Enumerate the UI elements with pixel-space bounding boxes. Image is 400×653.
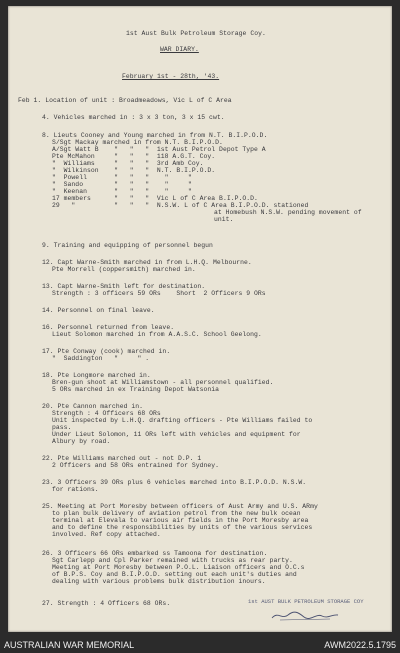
diary-line: pass.	[52, 424, 72, 431]
diary-line: 13. Capt Warne-Smith left for destination.	[42, 283, 206, 290]
diary-line: Pte Morrell (coppersmith) marched in.	[52, 266, 196, 273]
diary-line: 9. Training and equipping of personnel begun	[42, 242, 213, 249]
diary-line: A/Sgt Watt B " " " 1st Aust Petrol Depot Type A	[52, 146, 266, 153]
diary-line: Sgt Carlepp and Cpl Parker remained with trucks as rear party.	[52, 557, 293, 564]
diary-line: " Saddington " " .	[52, 355, 150, 362]
diary-line: 27. Strength : 4 Officers 68 ORs.	[42, 600, 171, 607]
signature-mark	[270, 609, 340, 621]
diary-line: S/Sgt Mackay marched in from N.T. B.I.P.O.D.	[52, 139, 223, 146]
diary-line: Meeting at Port Moresby between P.O.L. Liaison officers and O.C.s	[52, 564, 305, 571]
diary-line: to plan bulk delivery of aviation petrol from the new bulk ocean	[52, 510, 301, 517]
diary-line: unit.	[214, 216, 234, 223]
diary-line: of B.P.S. Coy and B.I.P.O.D. setting out each unit's duties and	[52, 571, 297, 578]
diary-line: dealing with various problems bulk distribution inours.	[52, 578, 266, 585]
document-subtitle: WAR DIARY.	[160, 46, 199, 53]
diary-line: 17 members " " " Vic L of C Area B.I.P.O.D.	[52, 195, 258, 202]
archive-footer	[0, 636, 400, 653]
diary-line: Strength : 4 Officers 68 ORs	[52, 410, 161, 417]
diary-line: " Powell " " " " "	[52, 174, 192, 181]
document-period: February 1st - 28th, '43.	[122, 73, 220, 80]
diary-line: Strength : 3 officers 59 ORs Short 2 Officers 9 ORs	[52, 290, 266, 297]
diary-line: 26. 3 Officers 66 ORs embarked ss Tamoona for destination.	[42, 550, 268, 557]
diary-line: 12. Capt Warne-Smith marched in from L.H.Q. Melbourne.	[42, 259, 252, 266]
archive-reference: AWM2022.5.1795	[324, 640, 396, 650]
diary-line: terminal at Elevala to various air fields in the Port Moresby area	[52, 517, 309, 524]
diary-line: 8. Lieuts Cooney and Young marched in from N.T. B.I.P.O.D.	[42, 132, 268, 139]
diary-line: at Homebush N.S.W. pending movement of	[214, 209, 362, 216]
diary-line: " Sando " " " " "	[52, 181, 192, 188]
diary-line: and to define the responsibilities by units of the various services	[52, 524, 313, 531]
diary-line: " Wilkinson " " " N.T. B.I.P.O.D.	[52, 167, 216, 174]
diary-line: 23. 3 Officers 39 ORs plus 6 vehicles marched into B.I.P.O.D. N.S.W.	[42, 479, 307, 486]
diary-line: Feb 1. Location of unit : Broadmeadows, Vic L of C Area	[18, 97, 232, 104]
diary-line: 18. Pte Longmore marched in.	[42, 372, 151, 379]
diary-line: " Keenan " " " " "	[52, 188, 192, 195]
diary-line: 20. Pte Cannon marched in.	[42, 403, 144, 410]
archive-name: AUSTRALIAN WAR MEMORIAL	[4, 640, 135, 650]
diary-line: 25. Meeting at Port Moresby between officers of Aust Army and U.S. ARmy	[42, 503, 318, 510]
diary-line: Unit inspected by L.H.Q. drafting officers - Pte Williams failed to	[52, 417, 313, 424]
diary-line: Lieut Solomon marched in from A.A.S.C. School Geelong.	[52, 331, 262, 338]
diary-line: 14. Personnel on final leave.	[42, 307, 155, 314]
diary-line: 22. Pte Williams marched out - not D.P. 1	[42, 455, 202, 462]
diary-line: Albury by road.	[52, 438, 111, 445]
diary-line: for rations.	[52, 486, 99, 493]
diary-line: 5 ORs marched in ex Training Depot Watsonia	[52, 386, 220, 393]
diary-line: " Williams " " " 3rd Amb Coy.	[52, 160, 204, 167]
diary-line: Bren-gun shoot at Williamstown - all personnel qualified.	[52, 379, 274, 386]
diary-line: 2 Officers and 58 ORs entrained for Sydney.	[52, 462, 220, 469]
diary-line: Under Lieut Solomon, 11 ORs left with vehicles and equipment for	[52, 431, 301, 438]
diary-line: 29 " " " " N.S.W. L of C Area B.I.P.O.D. stationed	[52, 202, 309, 209]
diary-line: Pte McMahon " " " 118 A.G.T. Coy.	[52, 153, 216, 160]
diary-line: 4. Vehicles marched in : 3 x 3 ton, 3 x 15 cwt.	[42, 114, 225, 121]
unit-stamp: 1st AUST BULK PETROLEUM STORAGE COY	[248, 598, 364, 605]
document-page	[8, 6, 392, 632]
diary-line: 17. Pte Conway (cook) marched in.	[42, 348, 171, 355]
document-title: 1st Aust Bulk Petroleum Storage Coy.	[126, 30, 266, 37]
diary-line: involved. Ref copy attached.	[52, 531, 161, 538]
diary-line: 16. Personnel returned from leave.	[42, 324, 175, 331]
